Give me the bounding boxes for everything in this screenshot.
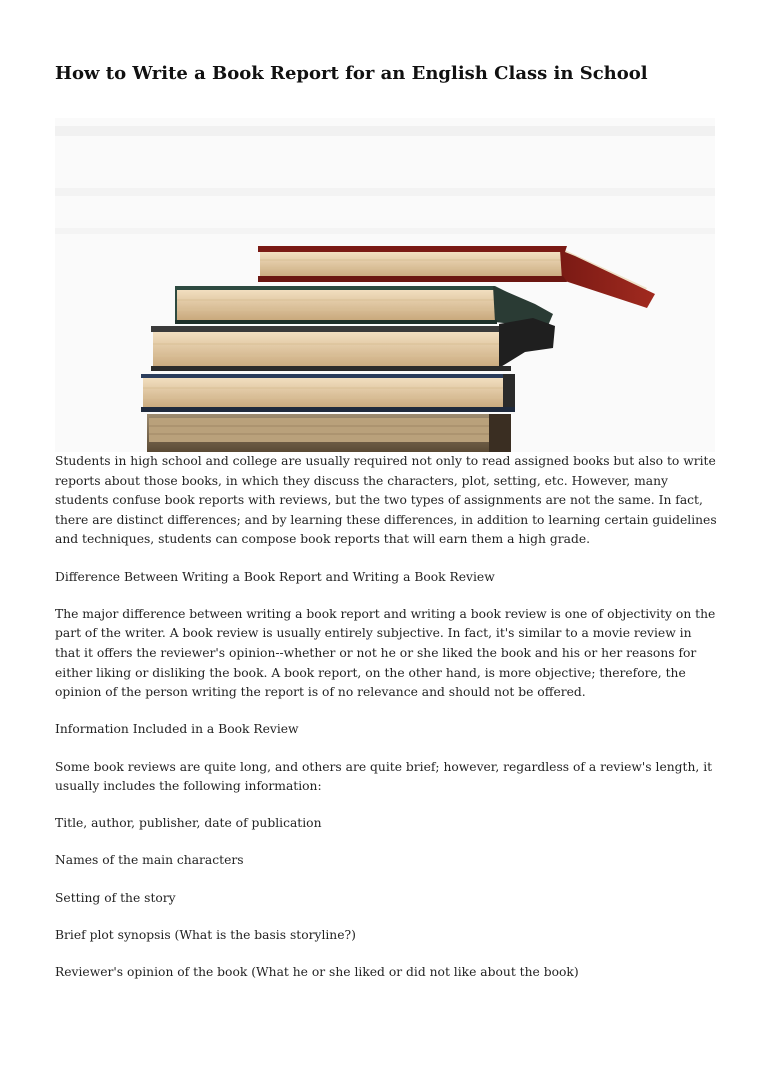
intro-paragraph: Students in high school and college are usually required not only to read assigned books but also to write reports about those books, in which they discuss the characters, plot, setting, etc. However, many students confuse book reports with reviews, but the two types of assignments are not the same. In fact, there are distinct differences; and by learning these differences, in addition to learning certain guidelines and techniques, students can compose book reports that will earn them a high grade. (55, 454, 717, 547)
section-heading-report-vs-review: Difference Between Writing a Book Report and Writing a Book Review (55, 569, 495, 584)
article-body (55, 452, 717, 1000)
list-item-reviewer-opinion: Reviewer's opinion of the book (What he or she liked or did not like about the book) (55, 965, 579, 980)
list-item-title-author: Title, author, publisher, date of publication (55, 816, 322, 831)
book-stack-icon (55, 118, 715, 452)
list-item-setting: Setting of the story (55, 890, 176, 905)
book-stack-image (55, 118, 715, 452)
review-length-paragraph: Some book reviews are quite long, and others are quite brief; however, regardless of a review's length, it usually includes the following information: (55, 759, 713, 794)
section-heading-review-info: Information Included in a Book Review (55, 722, 299, 737)
list-item-plot-synopsis: Brief plot synopsis (What is the basis storyline?) (55, 927, 356, 942)
document-title: How to Write a Book Report for an English Class in School (55, 63, 648, 84)
list-item-main-characters: Names of the main characters (55, 853, 244, 868)
difference-paragraph: The major difference between writing a book report and writing a book review is one of objectivity on the part of the writer. A book review is usually entirely subjective. In fact, it's similar to a movie review in that it offers the reviewer's opinion--whether or not he or she liked the book and his or her reasons for either liking or disliking the book. A book report, on the other hand, is more objective; therefore, the opinion of the person writing the report is of no relevance and should not be offered. (55, 606, 716, 700)
